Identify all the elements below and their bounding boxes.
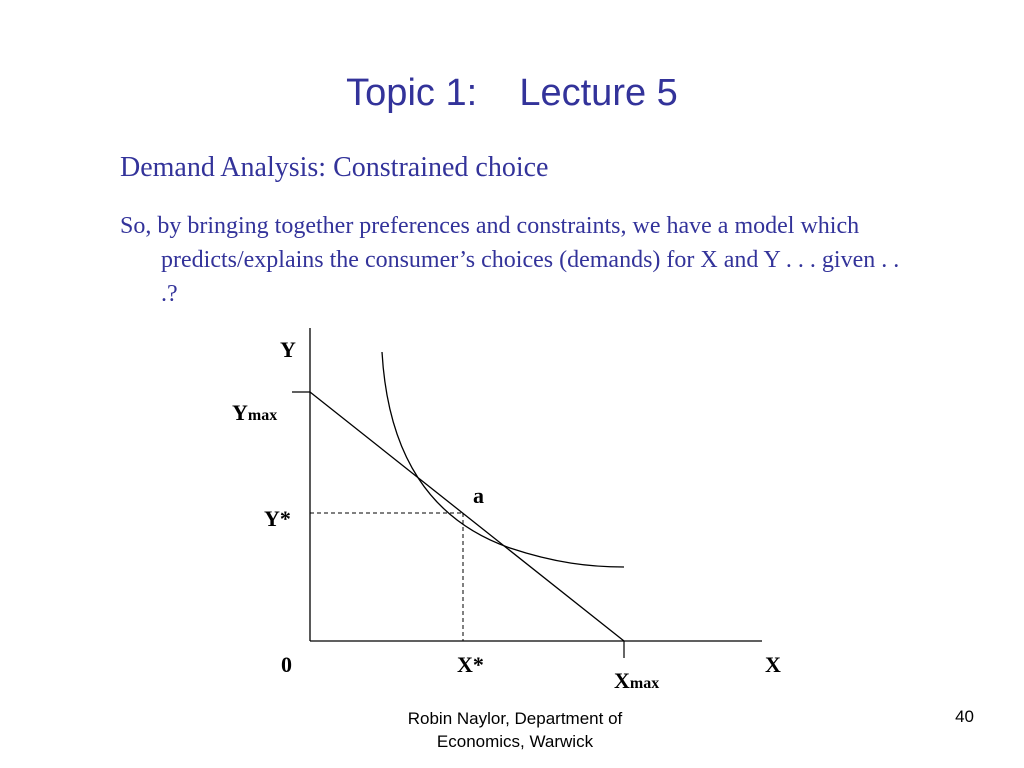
xmax-label-main: X xyxy=(614,668,630,693)
footer-author-line1: Robin Naylor, Department of xyxy=(407,709,623,728)
ystar-label: Y* xyxy=(264,506,291,531)
xmax-label-sub: max xyxy=(629,675,660,692)
indifference-curve xyxy=(382,352,624,567)
y-axis-label: Y xyxy=(280,337,296,362)
ymax-label-main: Y xyxy=(232,400,248,425)
point-a-label: a xyxy=(473,483,484,508)
footer-author xyxy=(380,707,650,753)
page-number: 40 xyxy=(955,707,974,726)
ymax-label-sub: max xyxy=(247,407,278,424)
origin-label: 0 xyxy=(281,652,292,677)
slide-title: Topic 1: Lecture 5 xyxy=(346,72,678,114)
budget-line xyxy=(310,392,624,641)
body-paragraph: So, by bringing together preferences and constraints, we have a model which predicts/explains the consumer’s choices (demands) for X and Y . . . given . . .? xyxy=(120,213,900,307)
footer-author-line2: Economics, Warwick xyxy=(436,732,594,751)
slide-subtitle: Demand Analysis: Constrained choice xyxy=(120,152,549,183)
xmax-label xyxy=(614,668,659,693)
x-axis-label: X xyxy=(765,652,781,677)
ymax-label xyxy=(232,400,277,425)
xstar-label: X* xyxy=(457,652,484,677)
